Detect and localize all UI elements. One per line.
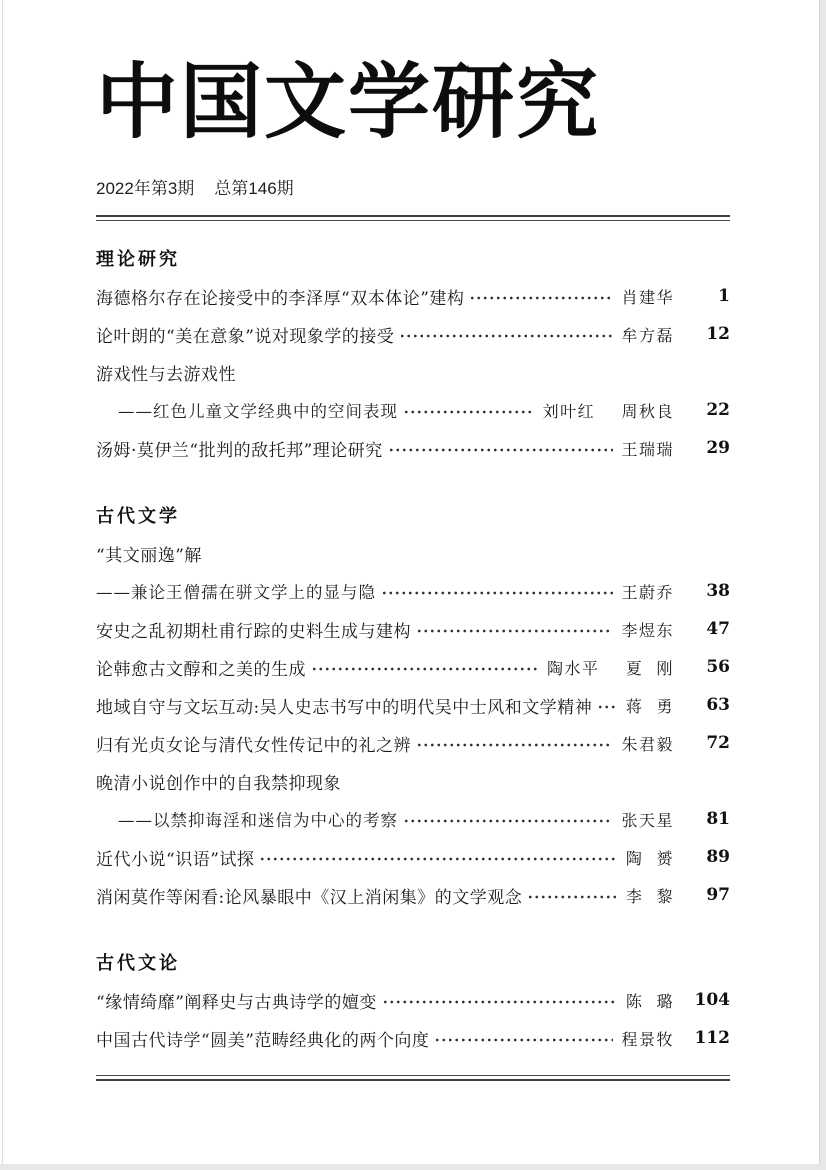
entry-authors: 王瑞瑞 — [621, 439, 674, 459]
dot-leader — [434, 1031, 613, 1049]
volume-number: 总第146期 — [214, 179, 294, 198]
page-edge-right — [819, 0, 826, 1170]
dot-leader — [597, 698, 618, 716]
toc-entry — [96, 876, 730, 914]
toc-entry — [96, 686, 730, 724]
dot-leader — [259, 850, 617, 868]
entry-page: 81 — [706, 809, 730, 829]
entry-title: 论韩愈古文醇和之美的生成 — [96, 659, 306, 680]
entry-authors: 蒋 勇 — [625, 696, 674, 716]
journal-title: 中国文学研究 — [96, 54, 601, 150]
dot-leader — [382, 993, 618, 1011]
toc-entry — [96, 277, 730, 315]
entry-authors: 肖建华 — [621, 287, 674, 307]
entry-page: 38 — [706, 581, 730, 601]
toc-entry — [96, 981, 730, 1019]
entry-title: 晚清小说创作中的自我禁抑现象 — [96, 773, 341, 794]
entry-title: ——红色儿童文学经典中的空间表现 — [118, 402, 398, 421]
entry-page: 29 — [706, 438, 730, 458]
issue-number: 2022年第3期 — [96, 179, 195, 198]
entry-authors: 陶 赟 — [625, 848, 674, 868]
entry-authors: 朱君毅 — [621, 734, 674, 754]
entry-authors: 陶水平 夏 刚 — [546, 658, 674, 678]
issue-line — [96, 178, 730, 200]
entry-authors: 牟方磊 — [621, 325, 674, 345]
entry-title: 中国古代诗学“圆美”范畴经典化的两个向度 — [96, 1030, 430, 1051]
entry-page: 12 — [706, 324, 730, 344]
toc-entry — [96, 724, 730, 762]
entry-title: 汤姆·莫伊兰“批判的敌托邦”理论研究 — [96, 440, 383, 461]
entry-title: 归有光贞女论与清代女性传记中的礼之辨 — [96, 735, 411, 756]
dot-leader — [403, 812, 613, 830]
section-header: 理论研究 — [96, 249, 180, 270]
entry-authors: 刘叶红 周秋良 — [542, 401, 674, 421]
toc-entry — [96, 838, 730, 876]
dot-leader — [388, 441, 614, 459]
entry-page: 22 — [706, 400, 730, 420]
entry-page: 56 — [706, 657, 730, 677]
entry-title: ——以禁抑诲淫和迷信为中心的考察 — [118, 811, 398, 830]
dot-leader — [416, 736, 613, 754]
entry-title: ——兼论王僧孺在骈文学上的显与隐 — [96, 583, 376, 602]
toc-section — [96, 943, 730, 1057]
entry-page: 63 — [706, 695, 730, 715]
toc-entry — [96, 315, 730, 353]
section-header: 古代文学 — [96, 506, 180, 527]
toc-entry — [96, 610, 730, 648]
entry-title: 海德格尔存在论接受中的李泽厚“双本体论”建构 — [96, 288, 465, 309]
entry-authors: 王蔚乔 — [621, 582, 674, 602]
entry-title: 游戏性与去游戏性 — [96, 364, 236, 385]
dot-leader — [403, 403, 535, 421]
dot-leader — [416, 622, 613, 640]
entry-authors: 陈 璐 — [625, 991, 674, 1011]
dot-leader — [469, 289, 613, 307]
entry-title: 消闲莫作等闲看:论风暴眼中《汉上消闲集》的文学观念 — [96, 887, 523, 908]
toc-entry — [96, 353, 730, 391]
toc-entry — [96, 534, 730, 572]
toc-entry — [96, 648, 730, 686]
bottom-double-rule — [96, 1075, 730, 1081]
top-double-rule — [96, 215, 730, 221]
entry-authors: 李 黎 — [625, 886, 674, 906]
entry-title: 论叶朗的“美在意象”说对现象学的接受 — [96, 326, 395, 347]
entry-authors: 程景牧 — [621, 1029, 674, 1049]
dot-leader — [399, 327, 613, 345]
entry-page: 104 — [694, 990, 730, 1010]
toc-entry — [96, 429, 730, 467]
dot-leader — [381, 584, 613, 602]
entry-authors: 李煜东 — [621, 620, 674, 640]
toc-content — [96, 0, 730, 1081]
entry-title: 近代小说“识语”试探 — [96, 849, 255, 870]
section-header: 古代文论 — [96, 953, 180, 974]
toc-entry — [96, 762, 730, 800]
entry-title: “其文丽逸”解 — [96, 545, 202, 566]
page-edge-left — [2, 0, 3, 1164]
dot-leader — [311, 660, 539, 678]
entry-page: 1 — [718, 286, 730, 306]
entry-title: 安史之乱初期杜甫行踪的史料生成与建构 — [96, 621, 411, 642]
toc — [96, 239, 730, 1057]
dot-leader — [527, 888, 618, 906]
entry-page: 97 — [706, 885, 730, 905]
entry-title: 地域自守与文坛互动:吴人史志书写中的明代吴中士风和文学精神 — [96, 697, 593, 718]
entry-page: 47 — [706, 619, 730, 639]
toc-entry — [96, 572, 730, 610]
entry-page: 89 — [706, 847, 730, 867]
toc-section — [96, 239, 730, 467]
toc-entry — [96, 391, 730, 429]
toc-entry — [96, 1019, 730, 1057]
toc-entry — [96, 800, 730, 838]
entry-authors: 张天星 — [621, 810, 674, 830]
page-edge-bottom — [0, 1164, 826, 1170]
entry-title: “缘情绮靡”阐释史与古典诗学的嬗变 — [96, 992, 377, 1013]
entry-page: 72 — [706, 733, 730, 753]
toc-section — [96, 496, 730, 914]
entry-page: 112 — [694, 1028, 730, 1048]
